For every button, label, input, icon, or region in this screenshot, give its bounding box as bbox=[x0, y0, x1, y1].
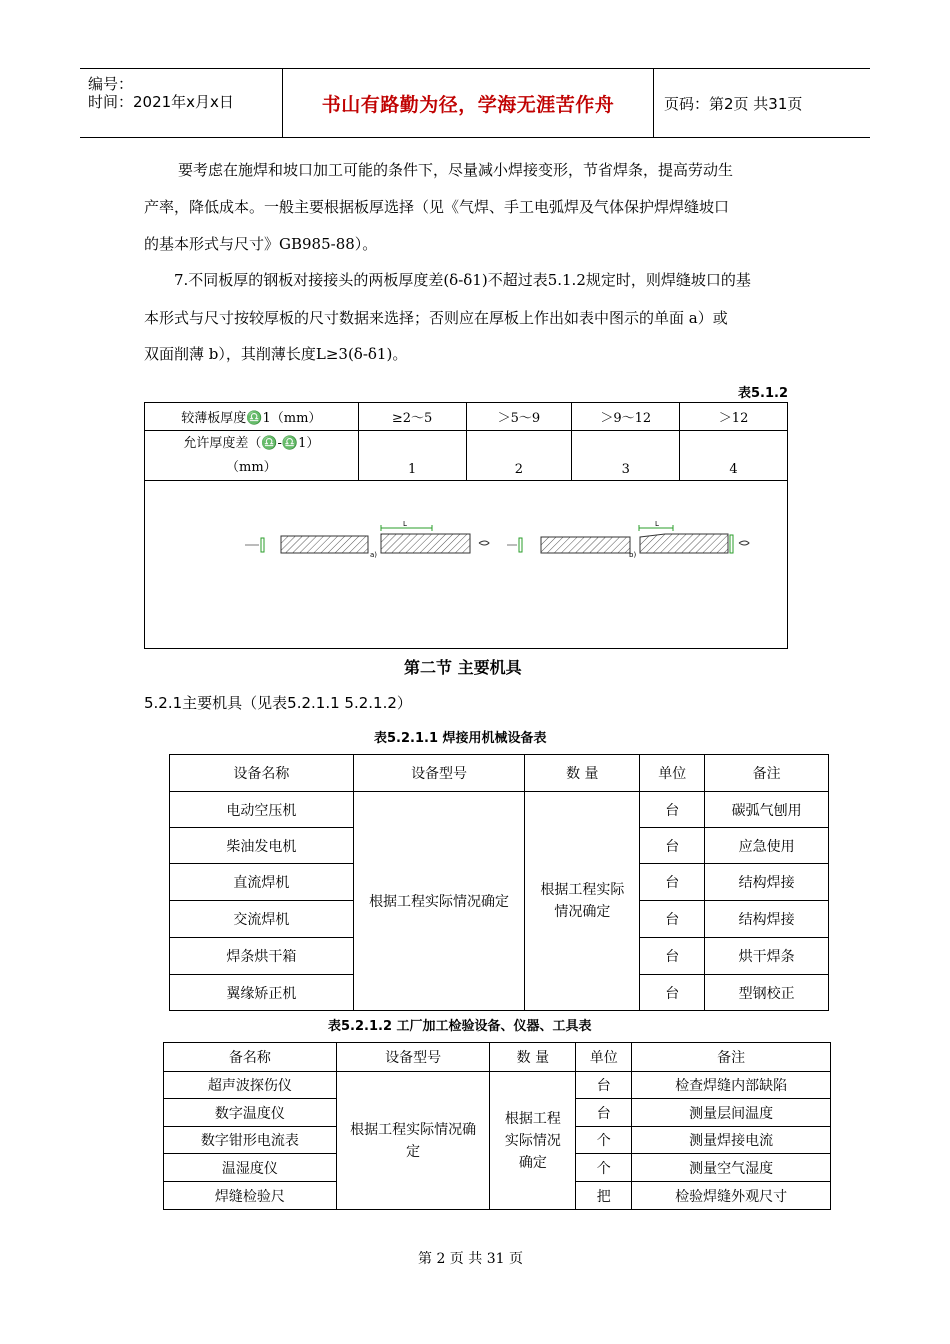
model-note-line2: 定 bbox=[406, 1143, 421, 1160]
table-cell: 4 bbox=[680, 431, 788, 481]
table-cell: 个 bbox=[576, 1127, 632, 1154]
table-cell: 翼缘矫正机 bbox=[170, 975, 354, 1011]
para2-line1: 7.不同板厚的钢板对接接头的两板厚度差(δ-δ1)不超过表5.1.2规定时，则焊缝坡口的基 bbox=[174, 271, 751, 289]
table-header-cell: 设备型号 bbox=[353, 755, 525, 792]
table-5211-caption: 表5.2.1.1 焊接用机械设备表 bbox=[374, 731, 547, 746]
qty-note-line3: 确定 bbox=[518, 1154, 547, 1171]
table-cell: 台 bbox=[576, 1072, 632, 1099]
table-cell: ＞9～12 bbox=[572, 403, 680, 431]
table-512 bbox=[144, 402, 788, 649]
table-cell: 2 bbox=[466, 431, 572, 481]
qty-note-line2: 情况确定 bbox=[554, 904, 611, 920]
label-l1: L bbox=[403, 520, 407, 528]
figure-cell bbox=[145, 481, 788, 649]
table-cell: 较薄板厚度♎1（mm） bbox=[145, 403, 359, 431]
table-cell bbox=[145, 431, 359, 481]
table-cell: 根据工程实际情况确定 bbox=[353, 792, 525, 1011]
header-motto-cell bbox=[283, 69, 654, 137]
time-label: 时间：2021年x月x日 bbox=[88, 93, 234, 111]
label-a: a) bbox=[370, 551, 378, 559]
section-title: 第二节 主要机具 bbox=[404, 658, 522, 677]
figure-a bbox=[245, 520, 489, 559]
table-cell: 温湿度仪 bbox=[164, 1154, 337, 1182]
table-cell: 结构焊接 bbox=[705, 864, 829, 901]
model-note-line1: 根据工程实际情况确 bbox=[350, 1121, 477, 1138]
table-cell: 超声波探伤仪 bbox=[164, 1072, 337, 1099]
table-cell: 测量空气湿度 bbox=[632, 1154, 831, 1182]
table-cell: 焊缝检验尺 bbox=[164, 1182, 337, 1210]
header-page-cell bbox=[654, 69, 870, 137]
table-cell: 台 bbox=[640, 975, 705, 1011]
row2-label-line1: 允许厚度差（♎-♎1） bbox=[183, 435, 320, 451]
table-header-cell: 备注 bbox=[705, 755, 829, 792]
table-cell: 台 bbox=[640, 792, 705, 828]
table-cell: 电动空压机 bbox=[170, 792, 354, 828]
table-cell: 台 bbox=[640, 938, 705, 975]
table-cell: 结构焊接 bbox=[705, 901, 829, 938]
page-footer: 第 2 页 共 31 页 bbox=[418, 1251, 523, 1267]
number-label: 编号： bbox=[88, 75, 134, 93]
page-header bbox=[80, 68, 870, 138]
label-b: b) bbox=[629, 551, 637, 559]
table-header-cell: 设备型号 bbox=[336, 1043, 490, 1072]
table-header-cell: 数 量 bbox=[490, 1043, 576, 1072]
table-header-cell: 备注 bbox=[632, 1043, 831, 1072]
table-cell: 焊条烘干箱 bbox=[170, 938, 354, 975]
table-cell: 检验焊缝外观尺寸 bbox=[632, 1182, 831, 1210]
table-512-caption: 表5.1.2 bbox=[738, 386, 789, 401]
header-info-cell bbox=[80, 69, 283, 137]
motto: 书山有路勤为径，学海无涯苦作舟 bbox=[321, 93, 615, 116]
table-cell: 烘干焊条 bbox=[705, 938, 829, 975]
table-header-cell: 单位 bbox=[640, 755, 705, 792]
para2-line3: 双面削薄 b），其削薄长度L≥3(δ-δ1)。 bbox=[144, 345, 408, 363]
section-subtitle: 5.2.1主要机具（见表5.2.1.1 5.2.1.2） bbox=[144, 694, 412, 712]
para2-line2: 本形式与尺寸按较厚板的尺寸数据来选择；否则应在厚板上作出如表中图示的单面 a）或 bbox=[144, 309, 728, 327]
thinning-diagram bbox=[145, 481, 787, 647]
table-cell: ＞12 bbox=[680, 403, 788, 431]
table-cell: 台 bbox=[640, 828, 705, 864]
label-l2: L bbox=[655, 520, 659, 528]
para1-line1: 要考虑在施焊和坡口加工可能的条件下，尽量减小焊接变形，节省焊条，提高劳动生 bbox=[178, 161, 734, 179]
table-header-cell: 备名称 bbox=[164, 1043, 337, 1072]
table-cell: 1 bbox=[358, 431, 466, 481]
table-cell: 3 bbox=[572, 431, 680, 481]
table-cell: 台 bbox=[640, 864, 705, 901]
qty-note-line1: 根据工程 bbox=[504, 1110, 561, 1127]
table-cell: 应急使用 bbox=[705, 828, 829, 864]
para1-line2: 产率，降低成本。一般主要根据板厚选择（见《气焊、手工电弧焊及气体保护焊焊缝坡口 bbox=[144, 198, 730, 216]
table-cell: 检查焊缝内部缺陷 bbox=[632, 1072, 831, 1099]
table-cell: 柴油发电机 bbox=[170, 828, 354, 864]
table-cell: 交流焊机 bbox=[170, 901, 354, 938]
table-cell: 把 bbox=[576, 1182, 632, 1210]
row2-label-line2: （mm） bbox=[226, 459, 277, 475]
table-row bbox=[170, 755, 829, 792]
table-5211 bbox=[169, 754, 829, 1011]
qty-note-line2: 实际情况 bbox=[504, 1132, 561, 1149]
table-5212-caption: 表5.2.1.2 工厂加工检验设备、仪器、工具表 bbox=[328, 1019, 592, 1034]
table-cell: 型钢校正 bbox=[705, 975, 829, 1011]
table-row bbox=[145, 431, 788, 481]
table-header-cell: 设备名称 bbox=[170, 755, 354, 792]
table-row bbox=[164, 1043, 831, 1072]
para1-line3: 的基本形式与尺寸》GB985-88）。 bbox=[144, 235, 378, 253]
table-cell: 直流焊机 bbox=[170, 864, 354, 901]
table-row bbox=[145, 403, 788, 431]
table-row bbox=[145, 481, 788, 649]
table-cell: 碳弧气刨用 bbox=[705, 792, 829, 828]
table-cell bbox=[336, 1072, 490, 1210]
table-cell bbox=[525, 792, 640, 1011]
table-cell: 个 bbox=[576, 1154, 632, 1182]
table-cell: 台 bbox=[576, 1099, 632, 1127]
table-cell: 台 bbox=[640, 901, 705, 938]
page-code: 页码：第2页 共31页 bbox=[664, 94, 803, 113]
table-header-cell: 数 量 bbox=[525, 755, 640, 792]
table-cell: ≥2～5 bbox=[358, 403, 466, 431]
table-cell: ＞5～9 bbox=[466, 403, 572, 431]
table-cell: 数字钳形电流表 bbox=[164, 1127, 337, 1154]
table-cell: 测量层间温度 bbox=[632, 1099, 831, 1127]
table-row bbox=[164, 1072, 831, 1099]
table-header-cell: 单位 bbox=[576, 1043, 632, 1072]
table-row bbox=[170, 792, 829, 828]
qty-note-line1: 根据工程实际 bbox=[540, 882, 625, 898]
table-cell: 测量焊接电流 bbox=[632, 1127, 831, 1154]
table-cell bbox=[490, 1072, 576, 1210]
table-5212 bbox=[163, 1042, 831, 1210]
figure-b bbox=[507, 520, 749, 559]
table-cell: 数字温度仪 bbox=[164, 1099, 337, 1127]
